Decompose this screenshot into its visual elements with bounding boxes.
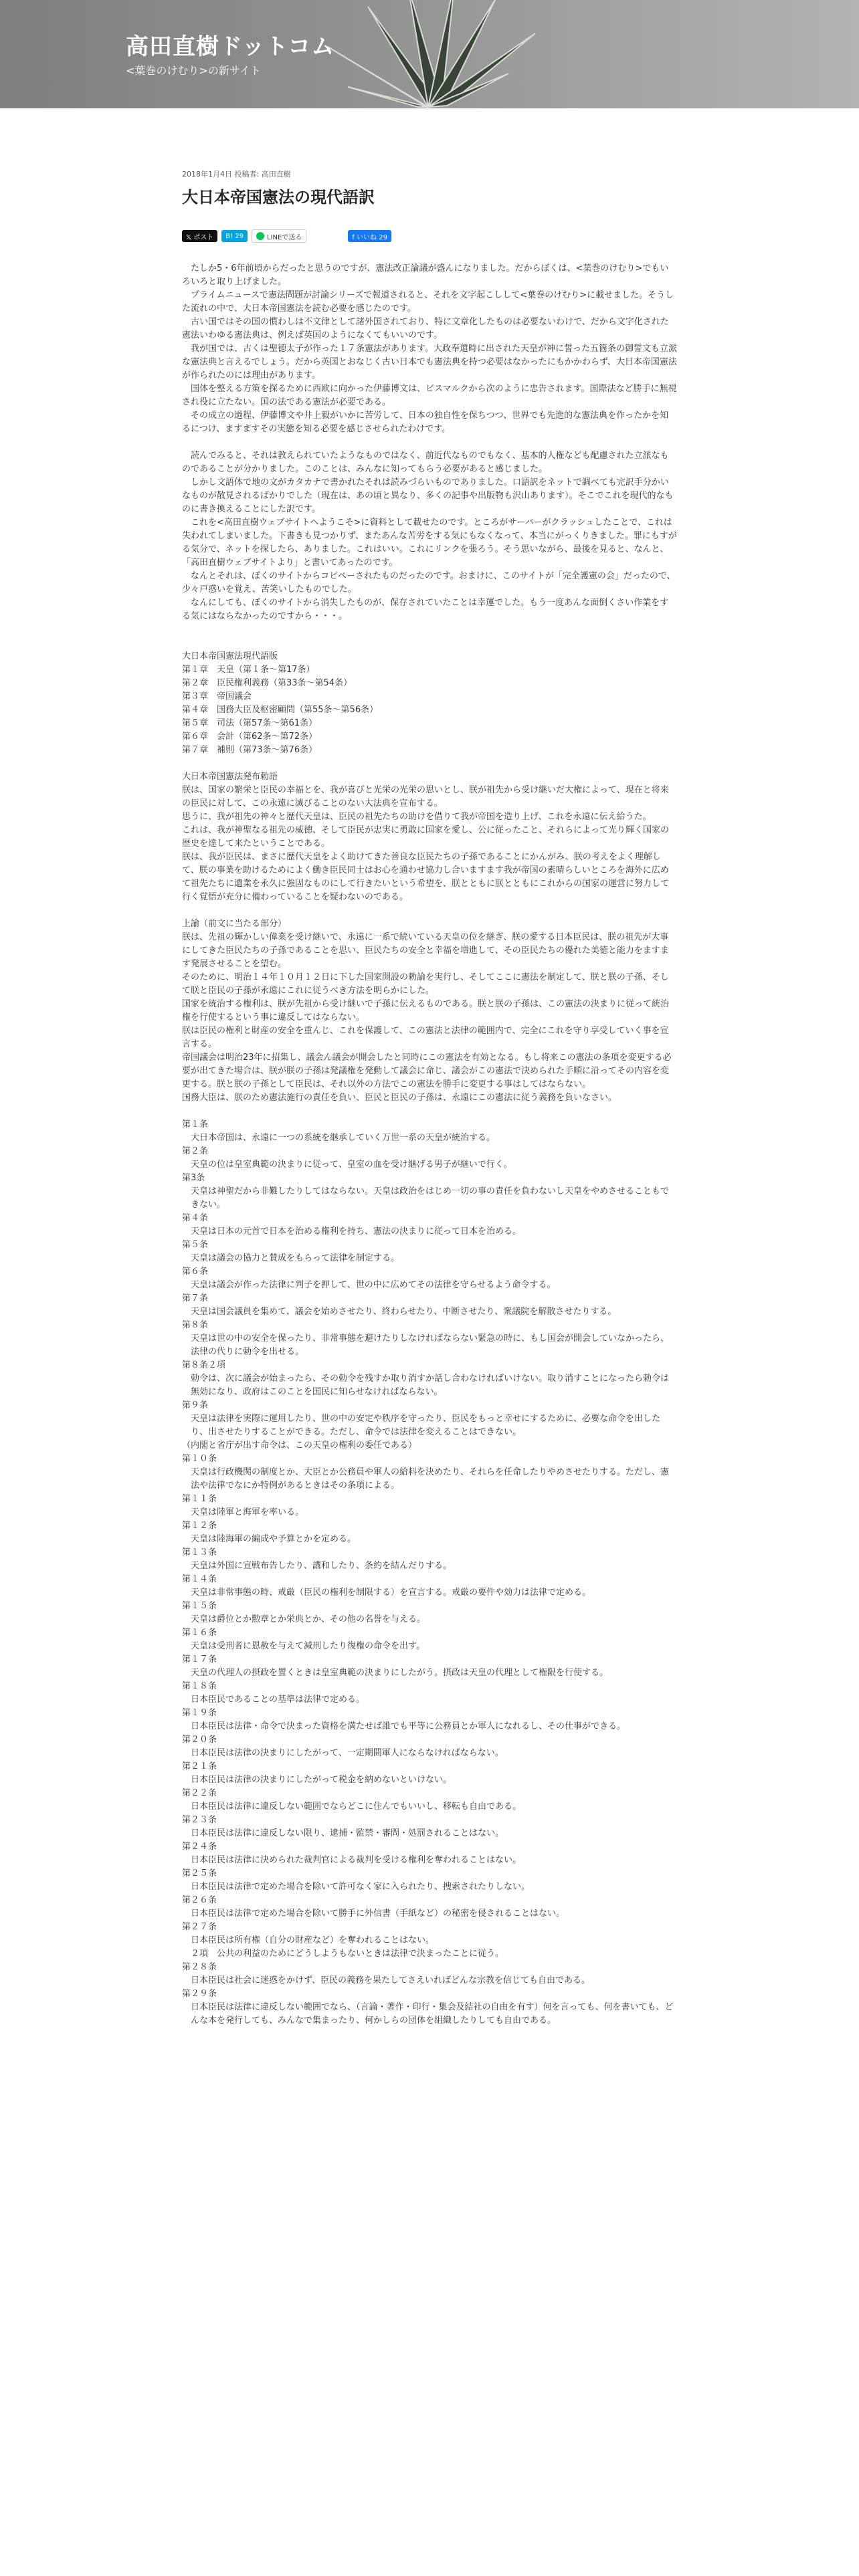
article-heading: 第２条 — [182, 1146, 209, 1156]
paragraph: なんにしても、ぼくのサイトから消失したものが、保存されていたことは幸運でした。もう一度あんな面倒くさい作業をする気にはならなかったのですから・・・。 — [182, 598, 669, 621]
article-heading: 第７条 — [182, 1293, 209, 1303]
preamble-line: そのために、明治１４年１０月１２日に下した国家開設の勅論を実行し、そしてここに憲法を制定して、朕と朕の子孫、そして朕と臣民の子孫が永遠にこれに従うべき方法を明らかにした。 — [182, 972, 669, 996]
toc-line: 第５章 司法（第57条～第61条） — [182, 718, 318, 728]
article-text: 日本臣民は法律に違反しない限り、逮捕・監禁・審問・処罰されることはない。 — [191, 1828, 504, 1838]
site-title[interactable]: 高田直樹ドットコム — [126, 33, 335, 60]
article-heading: 第６条 — [182, 1267, 209, 1277]
article-text: 日本臣民は法律に違反しない範囲でなら、（言論・著作・印行・集会及結社の自由を有す）何を言っても、何を書いても、どんな本を発行しても、みんなで集まったり、何かしらの団体を組織したりしても自由である。 — [191, 2002, 674, 2026]
article-text: 天皇は受刑者に恩赦を与えて減刑したり復権の命令を出す。 — [191, 1641, 425, 1651]
article-heading: 第８条 — [182, 1320, 209, 1330]
article-heading: 第２１条 — [182, 1761, 217, 1772]
hatena-bookmark-button[interactable]: B! 29 — [221, 230, 248, 242]
article-heading: 第２３条 — [182, 1815, 217, 1825]
article-heading: （内閣と省庁が出す命令は、この天皇の権利の委任である） — [182, 1440, 417, 1451]
article-heading: 第１条 — [182, 1119, 209, 1130]
paragraph: 国体を整える方策を探るために西欧に向かった伊藤博文は、ビスマルクから次のように忠告されます。国際法など勝手に無視され役に立たない。国の法である憲法が必要である。 — [182, 384, 677, 407]
edict-line: 朕は、我が臣民は、まさに歴代天皇をよく助けてきた善良な臣民たちの子孫であることにかんがみ、朕の考えをよく理解して、朕の事業を助けるためによく働き臣民同士はお心を通わせ協力し合いますます我が帝国の素晴らしいところを海外に広めて祖先たちに遺業を永久に強固なものにして行きたいという希望を、朕とともに朕とともにこれからの国家の運営に努力して行く覚悟が充分に備わっていることを疑わないのである。 — [182, 852, 670, 902]
paragraph: しかし文語体で地の文がカタカナで書かれたそれは読みづらいものでありました。口語訳をネットで調べても完訳手分かいなものが散見されるばかりでした（現在は、あの頃と異なり、多くの記事や出版物も沢山あります）。そこでこれを現代的なものに書き換えることにした訳です。 — [182, 477, 674, 514]
article-text: 日本臣民は法律で定めた場合を除いて勝手に外信書（手紙など）の秘密を侵されることはない。 — [191, 1909, 565, 1919]
article-text: 日本臣民であることの基準は法律で定める。 — [191, 1695, 365, 1705]
preamble-line: 上諭（前文に当たる部分） — [182, 919, 287, 929]
preamble-line: 朕は臣民の権利と財産の安全を重んじ、これを保護して、この憲法と法律の範囲内で、完全にこれを守り享受していく事を宣言する。 — [182, 1026, 669, 1049]
article-text: 天皇は行政機関の制度とか、大臣とか公務員や軍人の給料を決めたり、それらを任命したりやめさせたりする。ただし、憲法や法律でなにか特例があるときはその条項による。 — [191, 1467, 670, 1491]
paragraph: これを<高田直樹ウェブサイトへようこそ>に資料として載せたのです。ところがサーバーがクラッシュしたことで、これは失われてしまいました。下書きも見つかりず、またあんな苦労をする気にもなくなって、本当にがっくりきました。罪にもすがる気分で、ネットを探したら、ありました。これはいい。これにリンクを張ろう。そう思いながら、最後を見ると、なんと、「高田直樹ウェブサイトより」と書いてあったのです。 — [182, 518, 677, 568]
preamble-line: 朕は、先祖の輝かしい偉業を受け継いで、永遠に一系で続いている天皇の位を継ぎ、朕の愛する日本臣民は、朕の祖先が大事にしてきた臣民たちの子孫であることを思い、臣民たちの安全と幸福を増進して、その臣民たちの優れた美徳と能力をますます発展させることを望む。 — [182, 932, 669, 969]
paragraph: 我が国では、古くは聖徳太子が作った１７条憲法があります。大政奉還時に出された天皇が神に誓った五箇条の御誓文も立派な憲法典と言えるでしょう。だから英国とおなじく古い日本でも憲法典を持つ必要はなかったにもかかわらず、大日本帝国憲法が作られたのには理由があります。 — [182, 344, 677, 381]
article-text: 天皇は陸軍と海軍を率いる。 — [191, 1507, 304, 1517]
article-text: 日本臣民は法律に決められた裁判官による裁判を受ける権利を奪われることはない。 — [191, 1855, 522, 1865]
article-text: 日本臣民は法律・命令で決まった資格を満たせば誰でも平等に公務員とか軍人になれるし、その仕事ができる。 — [191, 1721, 626, 1731]
article-text: 天皇は世の中の安全を保ったり、非常事態を避けたりしなければならない緊急の時に、もし国会が開会していなかったら、法律の代りに勅令を出せる。 — [191, 1333, 670, 1357]
article-text: 天皇は爵位とか勲章とか栄典とか、その他の名誉を与える。 — [191, 1614, 426, 1624]
paragraph: その成立の過程、伊藤博文や井上毅がいかに苦労して、日本の独自性を保ちつつ、世界でも先進的な憲法典を作ったかを知るにつけ、ますますその実態を知る必要を感じさせられたわけです。 — [182, 411, 669, 434]
line-share-label: LINEで送る — [267, 233, 302, 241]
toc-line: 大日本帝国憲法現代語版 — [182, 651, 278, 661]
share-buttons — [182, 229, 677, 243]
article-heading: 第２９条 — [182, 1989, 217, 1999]
article-text: 天皇は議会が作った法律に判子を押して、世の中に広めてその法律を守らせるよう命令する。 — [191, 1280, 556, 1290]
article-text: 日本臣民は法律の決まりにしたがって、一定期間軍人にならなければならない。 — [191, 1748, 504, 1758]
article-heading: 第１９条 — [182, 1708, 217, 1718]
article-text: 日本臣民は社会に迷惑をかけず、臣民の義務を果たしてさえいればどんな宗教を信じても自由である。 — [191, 1975, 590, 1985]
article-text: 天皇は陸海軍の編成や予算とかを定める。 — [191, 1534, 357, 1544]
edict-line: 大日本帝国憲法発布勅語 — [182, 772, 278, 782]
preamble-line: 国務大臣は、朕のため憲法施行の責任を負い、臣民と臣民の子孫は、永遠にこの憲法に従う義務を負いなさい。 — [182, 1093, 617, 1103]
article-text: 天皇は議会の協力と賛成をもらって法律を制定する。 — [191, 1253, 400, 1263]
article-heading: 第５条 — [182, 1240, 209, 1250]
article-heading: 第１４条 — [182, 1574, 217, 1584]
article-heading: 第１８条 — [182, 1681, 217, 1691]
articles-list — [182, 1118, 677, 2028]
article-text: 天皇の位は皇室典範の決まりに従って、皇室の血を受け継げる男子が継いで行く。 — [191, 1160, 512, 1170]
article-heading: 第3条 — [182, 1173, 205, 1183]
paragraph: たしか5・6年前頃からだったと思うのですが、憲法改正論議が盛んになりました。だからぼくは、<葉巻のけむり>でもいろいろと取り上げました。 — [182, 263, 669, 287]
x-share-button[interactable]: 𝕏 ポスト — [182, 230, 217, 242]
site-subtitle: <葉巻のけむり>の新サイト — [126, 64, 261, 77]
article-heading: 第９条 — [182, 1400, 209, 1410]
toc-line: 第４章 国務大臣及枢密顧問（第55条～第56条） — [182, 705, 379, 715]
article-text: 日本臣民は法律の決まりにしたがって税金を納めないといけない。 — [191, 1775, 452, 1785]
article-text: ２項 公共の利益のためにどうしようもないときは法律で決まったことに従う。 — [191, 1949, 504, 1959]
article-text: 日本臣民は法律で定めた場合を除いて許可なく家に入られたり、捜索されたりしない。 — [191, 1882, 531, 1892]
article-text: 日本臣民は所有権（自分の財産など）を奪われることはない。 — [191, 1935, 435, 1945]
preamble-line: 国家を統治する権利は、朕が先祖から受け継いで子孫に伝えるものである。朕と朕の子孫は、この憲法の決まりに従って統治権を行使するという事に違反してはならない。 — [182, 999, 670, 1023]
article-text: 天皇は日本の元首で日本を治める権利を持ち、憲法の決まりに従って日本を治める。 — [191, 1226, 522, 1237]
article-heading: 第１２条 — [182, 1521, 217, 1531]
preamble-line: 帝国議会は明治23年に招集し、議会ん議会が開会したと同時にこの憲法を有効となる。もし将来この憲法の条項を変更する必要が出てきた場合は、朕が朕の子孫は発議権を発動して議会に命じ、議会がこの憲法で決められた手順に沿ってその内容を変更する。朕と朕の子孫として臣民は、それ以外の方法でこの憲法を勝手に変更する事はしてはならない。 — [182, 1053, 672, 1089]
article — [182, 108, 677, 2028]
line-share-button[interactable] — [252, 229, 306, 243]
paragraph: 読んでみると、それは教えられていたようなものではなく、前近代なものでもなく、基本的人権なども配慮された立派なものであることが分かりました。このことは、みんなに知ってもらう必要があると感じました。 — [182, 451, 669, 474]
article-text: 天皇は国会議員を集めて、議会を始めさせたり、終わらせたり、中断させたり、衆議院を解散させたりする。 — [191, 1307, 617, 1317]
article-heading: 第２８条 — [182, 1962, 217, 1972]
article-text: 天皇は外国に宣戦布告したり、講和したり、条約を結んだりする。 — [191, 1561, 452, 1571]
article-heading: 第２２条 — [182, 1788, 217, 1798]
article-text: 天皇の代理人の摂政を置くときは皇室典範の決まりにしたがう。摂政は天皇の代理として権限を行使する。 — [191, 1668, 609, 1678]
article-heading: 第１３条 — [182, 1547, 217, 1558]
article-heading: 第１６条 — [182, 1628, 217, 1638]
edict-line: 思うに、我が祖先の神々と歴代天皇は、臣民の祖先たちの助けを借りて我が帝国を造り上げ、これを永遠に伝え給うた。 — [182, 812, 652, 822]
paragraph: 古い国ではその国の慣わしは不文律として諸外国されており、特に文章化したものは必要ないわけで、だから文字化された憲法いわゆる憲法典は、例えば英国のようになくてもいいのです。 — [182, 317, 669, 340]
article-heading: 第４条 — [182, 1213, 209, 1223]
paragraph: プライムニュースで憲法問題が討論シリーズで報道されると、それを文字起こしして<葉巻のけむり>に載せました。そうした流れの中で、大日本帝国憲法を読む必要を感じたのです。 — [182, 290, 674, 314]
article-heading: 第１１条 — [182, 1494, 217, 1504]
article-heading: 第１７条 — [182, 1654, 217, 1665]
article-heading: 第２７条 — [182, 1922, 217, 1932]
toc-line: 第７章 補則（第73条～第76条） — [182, 745, 318, 755]
article-title: 大日本帝国憲法の現代語訳 — [182, 188, 375, 207]
paragraph: なんとそれは、ぼくのサイトからコピペーされたものだったのです。おまけに、このサイトが「完全護憲の会」だったので、少々戸惑いを覚え、苦笑いしたものでした。 — [182, 571, 676, 595]
article-text: 日本臣民は法律に違反しない範囲でならどこに住んでもいいし、移転も自由である。 — [191, 1802, 522, 1812]
article-text: 大日本帝国は、永遠に一つの系統を継承していく万世一系の天皇が統治する。 — [191, 1133, 496, 1143]
toc-line: 第２章 臣民権利義務（第33条～第54条） — [182, 678, 353, 688]
article-heading: 第２０条 — [182, 1735, 217, 1745]
article-text: 天皇は法律を実際に運用したり、世の中の安定や秩序を守ったり、臣民をもっと幸せにするために、必要な命令を出したり、出させたりすることができる。ただし、命令では法律を変えることはできない。 — [191, 1414, 661, 1437]
article-heading: 第２４条 — [182, 1842, 217, 1852]
article-heading: 第１５条 — [182, 1601, 217, 1611]
toc-line: 第３章 帝国議会 — [182, 691, 252, 702]
article-text: 天皇は非常事態の時、戒厳（臣民の権利を制限する）を宣言する。戒厳の要件や効力は法律で定める。 — [191, 1588, 591, 1598]
line-icon — [256, 232, 264, 240]
post-meta: 2018年1月4日 投稿者: 高田直樹 — [182, 170, 291, 179]
edict-line: 朕は、国家の繁栄と臣民の幸福とを、我が喜びと光栄の光栄の思いとし、朕が祖先から受け継いだ大権によって、現在と将来の臣民に対して、この永遠に滅びることのない大法典を宣布する。 — [182, 785, 669, 809]
article-heading: 第１０条 — [182, 1454, 217, 1464]
article-text: 勅令は、次に議会が始まったら、その勅令を残すか取り消すか話し合わなければいけない。取り消すことになったら勅令は無効になり、政府はこのことを国民に知らせなければならない。 — [191, 1374, 670, 1397]
toc-line: 第１章 天皇（第１条～第17条） — [182, 665, 315, 675]
article-heading: 第８条２項 — [182, 1360, 226, 1370]
facebook-like-button[interactable]: f いいね 29 — [348, 230, 391, 242]
article-body — [182, 262, 677, 2028]
site-header — [0, 0, 859, 108]
article-heading: 第２５条 — [182, 1868, 217, 1879]
article-text: 天皇は神聖だから非難したりしてはならない。天皇は政治をはじめ一切の事の責任を負わないし天皇をやめさせることもできない。 — [191, 1186, 670, 1210]
toc-line: 第６章 会計（第62条～第72条） — [182, 732, 318, 742]
edict-line: これは、我が神聖なる祖先の威徳、そして臣民が忠実に勇敢に国家を愛し、公に従ったこと、それらによって光り輝く国家の歴史を達して来たということである。 — [182, 825, 670, 849]
article-heading: 第２６条 — [182, 1895, 217, 1905]
